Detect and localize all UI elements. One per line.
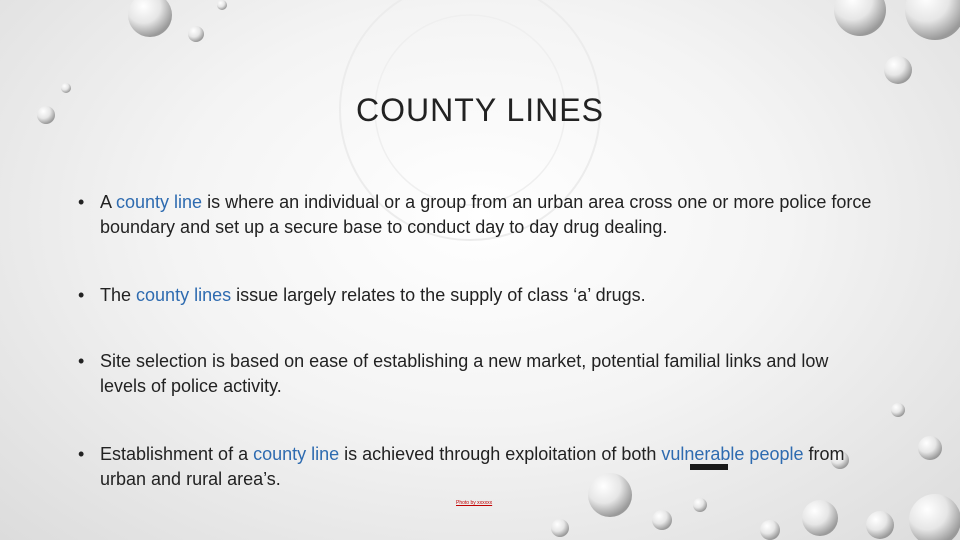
droplet	[693, 498, 707, 512]
slide-title: COUNTY LINES	[356, 92, 604, 128]
highlight-term: county line	[116, 192, 203, 212]
droplet	[891, 403, 905, 417]
droplet	[760, 520, 780, 540]
droplet	[802, 500, 838, 536]
highlight-term: county line	[253, 444, 340, 464]
droplet	[905, 0, 960, 40]
droplet	[909, 494, 960, 540]
droplet	[918, 436, 942, 460]
droplet	[652, 510, 672, 530]
droplet	[834, 0, 886, 36]
droplet	[884, 56, 912, 84]
bullet-item: • A county line is where an individual or a group from an urban area cross one or more police force boundary and set up a secure base to conduct day to day drug dealing.	[78, 190, 878, 240]
droplet	[866, 511, 894, 539]
bullet-item: • The county lines issue largely relates to the supply of class ‘a’ drugs.	[78, 283, 646, 308]
droplet	[128, 0, 172, 37]
photo-credit-link[interactable]: Photo by xxxxxx	[456, 500, 493, 506]
underline-bar	[690, 464, 728, 470]
highlight-term: county lines	[136, 285, 232, 305]
bullet-item: • Establishment of a county line is achieved through exploitation of both vulnerable people from urban and rural area’s.	[78, 442, 878, 492]
droplet	[217, 0, 227, 10]
droplet	[551, 519, 569, 537]
droplet	[188, 26, 204, 42]
highlight-term: vulnerable people	[661, 444, 804, 464]
bullet-item: • Site selection is based on ease of establishing a new market, potential familial links and low levels of police activity.	[78, 349, 878, 399]
